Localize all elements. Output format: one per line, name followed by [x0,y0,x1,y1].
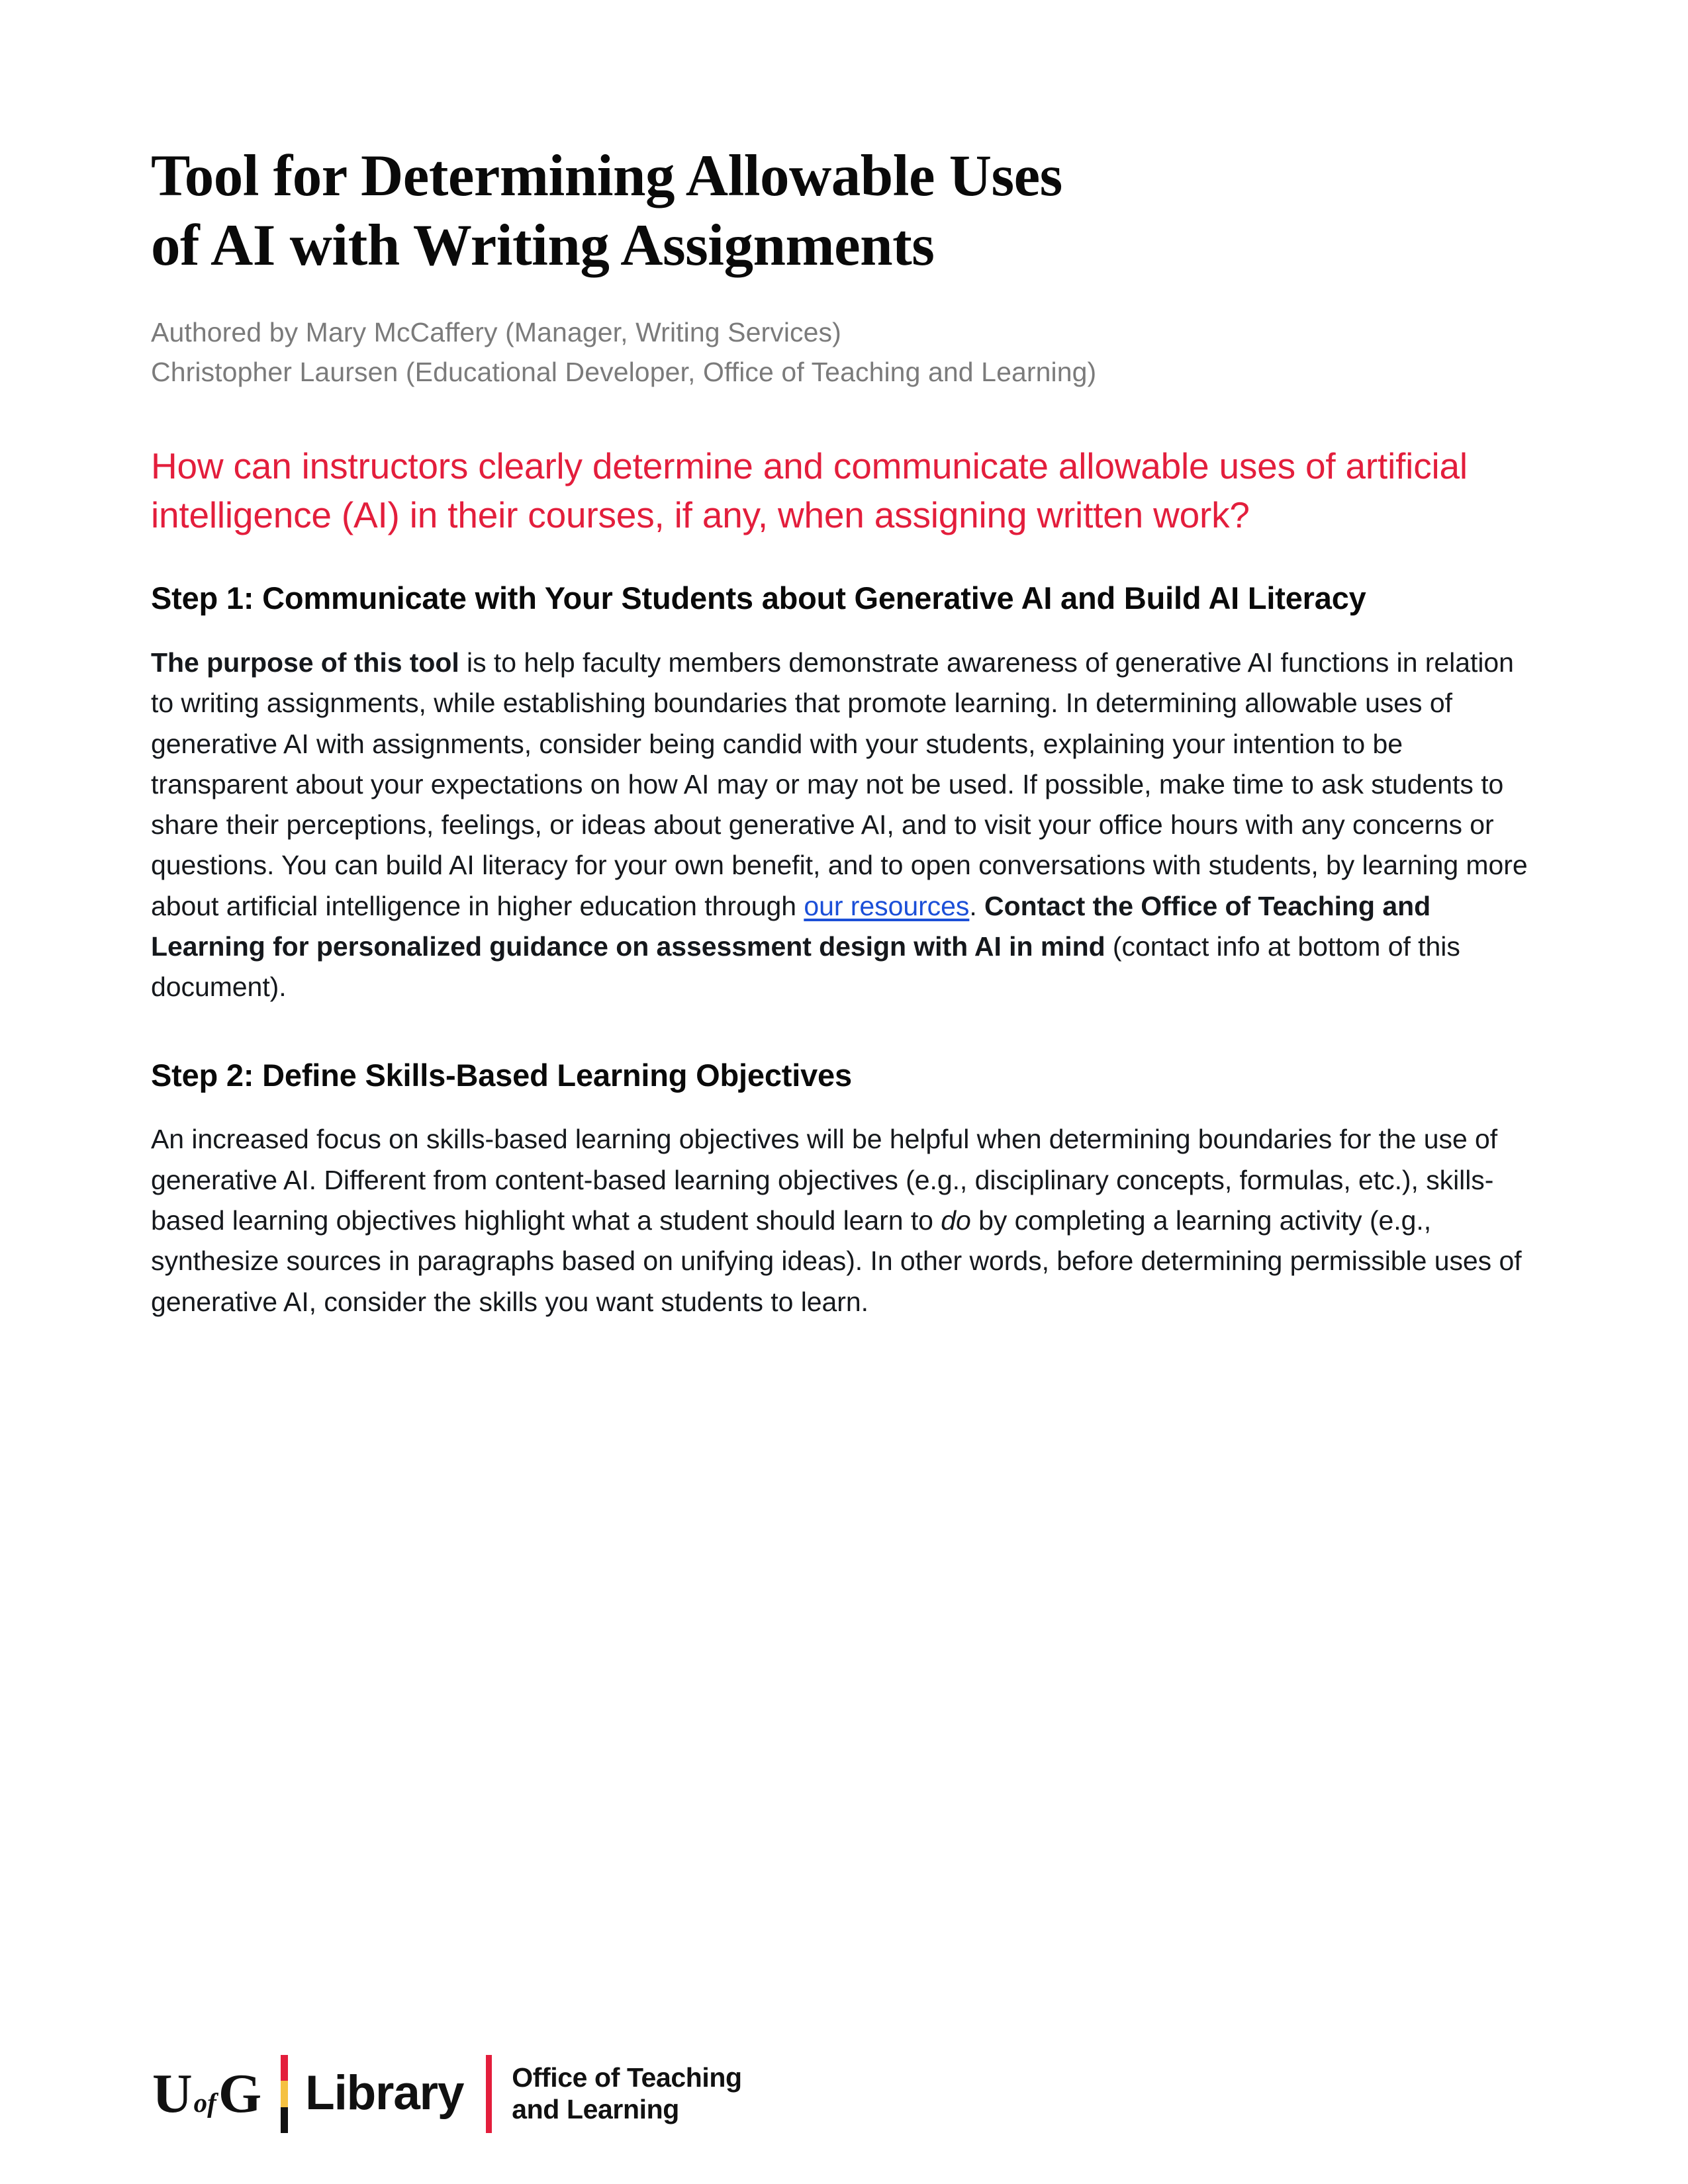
uofg-letter-u: U [152,2063,192,2124]
page-title [151,0,1342,281]
step-1-lead-bold: The purpose of this tool [151,647,459,678]
section-heading-step-1: Step 1: Communicate with Your Students about Generative AI and Build AI Literacy [151,580,1366,616]
author-byline-line-2: Christopher Laursen (Educational Developer, Office of Teaching and Learning) [151,357,1097,388]
our-resources-link[interactable]: our resources [804,890,970,921]
section-body-step-2 [151,1119,1538,1322]
otl-line-2: and Learning [512,2094,679,2124]
section-body-step-1 [151,643,1538,1008]
step-1-text-part-1: is to help faculty members demonstrate awareness of generative AI functions in relation to writing assignments, while establishing boundaries that promote learning. In determining allowable uses of generative AI with assignments, consider being candid with your students, explaining your intention to be transparent about your expectations on how AI may or may not be used. If possible, make time to ask students to share their perceptions, feelings, or ideas about generative AI, and to visit your office hours with any concerns or questions. You can build AI literacy for your own benefit, and to open conversations with students, by learning more about artificial intelligence in higher education through [151,647,1528,921]
framing-question: How can instructors clearly determine and communicate allowable uses of artificial intelligence (AI) in their courses, if any, when assigning written work? [151,445,1468,536]
page-title-line-1: Tool for Determining Allowable Uses [151,144,1062,208]
section-heading-step-2: Step 2: Define Skills-Based Learning Objectives [151,1057,852,1093]
uofg-wordmark [152,2063,261,2124]
step-2-text-part-1: An increased focus on skills-based learning objectives will be helpful when determining boundaries for the use of generative AI. Different from content-based learning objectives (e.g., disciplinary concepts, formulas, etc.), skills-based learning objectives highlight what a student should learn to [151,1124,1498,1236]
author-byline [151,312,1541,392]
divider-segment-black [281,2107,288,2133]
red-divider-icon [486,2055,492,2133]
step-1-bold-2: Contact the Office of Teaching and Learning for personalized guidance on assessment design with AI in mind [151,890,1431,962]
step-2-text-part-2: by completing a learning activity (e.g., synthesize sources in paragraphs based on unifying ideas). In other words, before determining permissible uses of generative AI, consider the skills you want students to learn. [151,1205,1522,1317]
office-of-teaching-and-learning-wordmark [512,2062,741,2125]
uofg-letter-g: G [218,2063,261,2124]
footer-logo-lockup [152,2054,742,2134]
divider-segment-yellow [281,2081,288,2107]
author-byline-line-1: Authored by Mary McCaffery (Manager, Writing Services) [151,317,841,348]
document-content [151,0,1541,1349]
step-2-italic-do: do [941,1205,971,1236]
tricolor-divider-icon [281,2055,288,2133]
step-1-text-part-3: (contact info at bottom of this document). [151,931,1460,1003]
uofg-word-of: of [193,2087,216,2118]
step-1-text-part-2: . [969,890,985,921]
library-wordmark: Library [305,2066,464,2120]
page-title-line-2: of AI with Writing Assignments [151,213,935,279]
otl-line-1: Office of Teaching [512,2062,742,2093]
divider-segment-red [281,2055,288,2081]
